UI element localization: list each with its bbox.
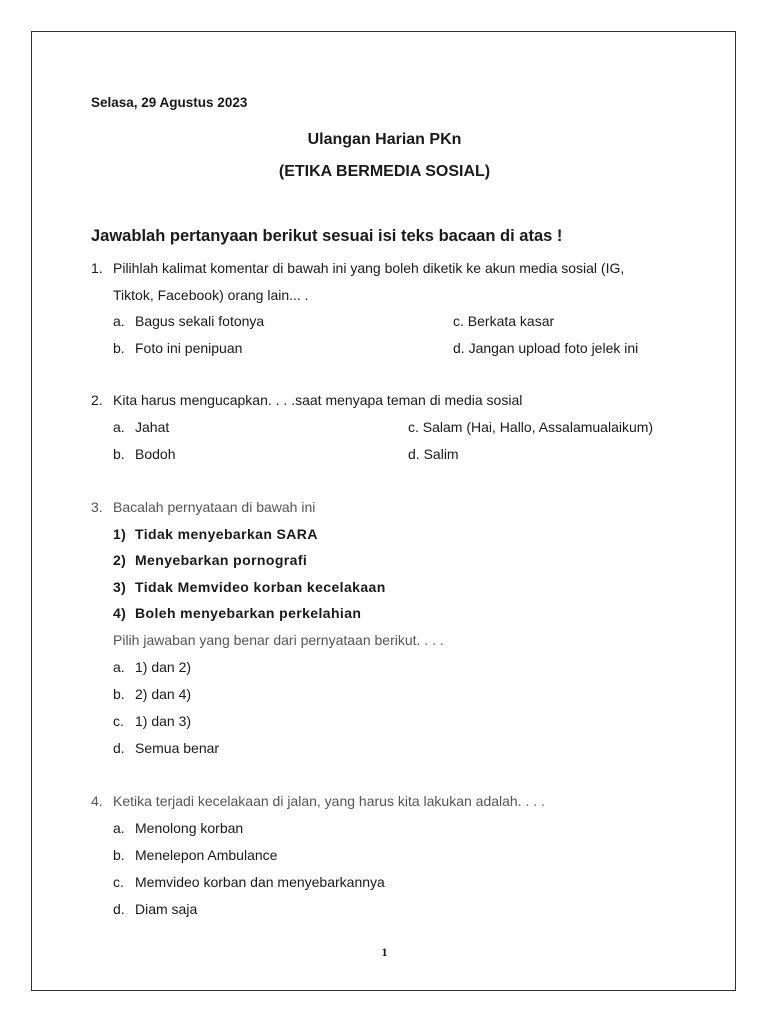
option-b [113, 686, 191, 702]
option-letter: c. [113, 874, 124, 890]
option-d [453, 340, 638, 356]
option-b [113, 446, 175, 462]
question-text: Bacalah pernyataan di bawah ini [113, 499, 316, 515]
date-text: Selasa, 29 Agustus 2023 [91, 95, 248, 110]
question-text: Ketika terjadi kecelakaan di jalan, yang harus kita lakukan adalah. . . . [113, 793, 545, 809]
option-d [113, 740, 219, 756]
option-letter: b. [113, 847, 125, 863]
option-text: Semua benar [135, 740, 220, 756]
option-c [408, 419, 653, 435]
option-b [113, 340, 242, 356]
statement-text: Tidak Memvideo korban kecelakaan [135, 579, 386, 595]
statement-1 [113, 526, 318, 542]
option-letter: a. [113, 419, 125, 435]
option-text: Bodoh [135, 446, 176, 462]
option-text: Salam (Hai, Hallo, Assalamualaikum) [422, 419, 654, 435]
option-letter: a. [113, 820, 125, 836]
option-letter: a. [113, 659, 125, 675]
option-text: Diam saja [135, 901, 198, 917]
option-text: Jangan upload foto jelek ini [468, 340, 639, 356]
option-letter: b. [113, 446, 125, 462]
option-letter: b. [113, 686, 125, 702]
option-text: 2) dan 4) [135, 686, 192, 702]
option-text: Salim [423, 446, 459, 462]
option-letter: d. [408, 446, 420, 462]
statement-text: Menyebarkan pornografi [135, 552, 308, 568]
option-text: Berkata kasar [467, 313, 555, 329]
option-b [113, 847, 277, 863]
option-text: Foto ini penipuan [135, 340, 243, 356]
option-c [113, 874, 385, 890]
option-c [113, 713, 191, 729]
option-letter: b. [113, 340, 125, 356]
question-text: Pilihlah kalimat komentar di bawah ini yang boleh diketik ke akun media sosial (IG, [113, 260, 625, 276]
question-number: 2. [91, 392, 103, 408]
option-letter: c. [453, 313, 464, 329]
option-text: 1) dan 3) [135, 713, 192, 729]
question-1 [91, 260, 624, 276]
statement-number: 4) [113, 605, 127, 621]
option-a [113, 419, 169, 435]
option-a [113, 659, 191, 675]
option-d [408, 446, 459, 462]
question-1-continued: Tiktok, Facebook) orang lain... . [113, 287, 309, 303]
statement-text: Boleh menyebarkan perkelahian [135, 605, 362, 621]
option-c [453, 313, 554, 329]
exam-subtitle: (ETIKA BERMEDIA SOSIAL) [278, 163, 491, 180]
option-a [113, 820, 243, 836]
option-text: Jahat [135, 419, 170, 435]
question-3 [91, 499, 315, 515]
option-text: Menolong korban [135, 820, 244, 836]
option-letter: d. [453, 340, 465, 356]
option-letter: d. [113, 901, 125, 917]
question-number: 1. [91, 260, 103, 276]
option-text: Memvideo korban dan menyebarkannya [135, 874, 385, 890]
option-letter: d. [113, 740, 125, 756]
question-2 [91, 392, 522, 408]
statement-number: 1) [113, 526, 127, 542]
statement-number: 2) [113, 552, 127, 568]
option-d [113, 901, 197, 917]
statement-text: Tidak menyebarkan SARA [135, 526, 318, 542]
statement-2 [113, 552, 307, 568]
statement-4 [113, 605, 361, 621]
option-letter: a. [113, 313, 125, 329]
question-number: 3. [91, 499, 103, 515]
option-letter: c. [113, 713, 124, 729]
question-4 [91, 793, 545, 809]
option-letter: c. [408, 419, 419, 435]
option-text: Bagus sekali fotonya [135, 313, 265, 329]
question-text: Kita harus mengucapkan. . . .saat menyapa teman di media sosial [113, 392, 523, 408]
instruction-text: Jawablah pertanyaan berikut sesuai isi teks bacaan di atas ! [91, 227, 563, 245]
question-number: 4. [91, 793, 103, 809]
document-page [31, 31, 736, 991]
statement-3 [113, 579, 386, 595]
page-number: 1 [381, 945, 388, 959]
exam-title: Ulangan Harian PKn [307, 131, 462, 148]
statement-number: 3) [113, 579, 127, 595]
option-a [113, 313, 264, 329]
question-3-prompt: Pilih jawaban yang benar dari pernyataan berikut. . . . [113, 632, 444, 648]
option-text: Menelepon Ambulance [135, 847, 278, 863]
option-text: 1) dan 2) [135, 659, 192, 675]
